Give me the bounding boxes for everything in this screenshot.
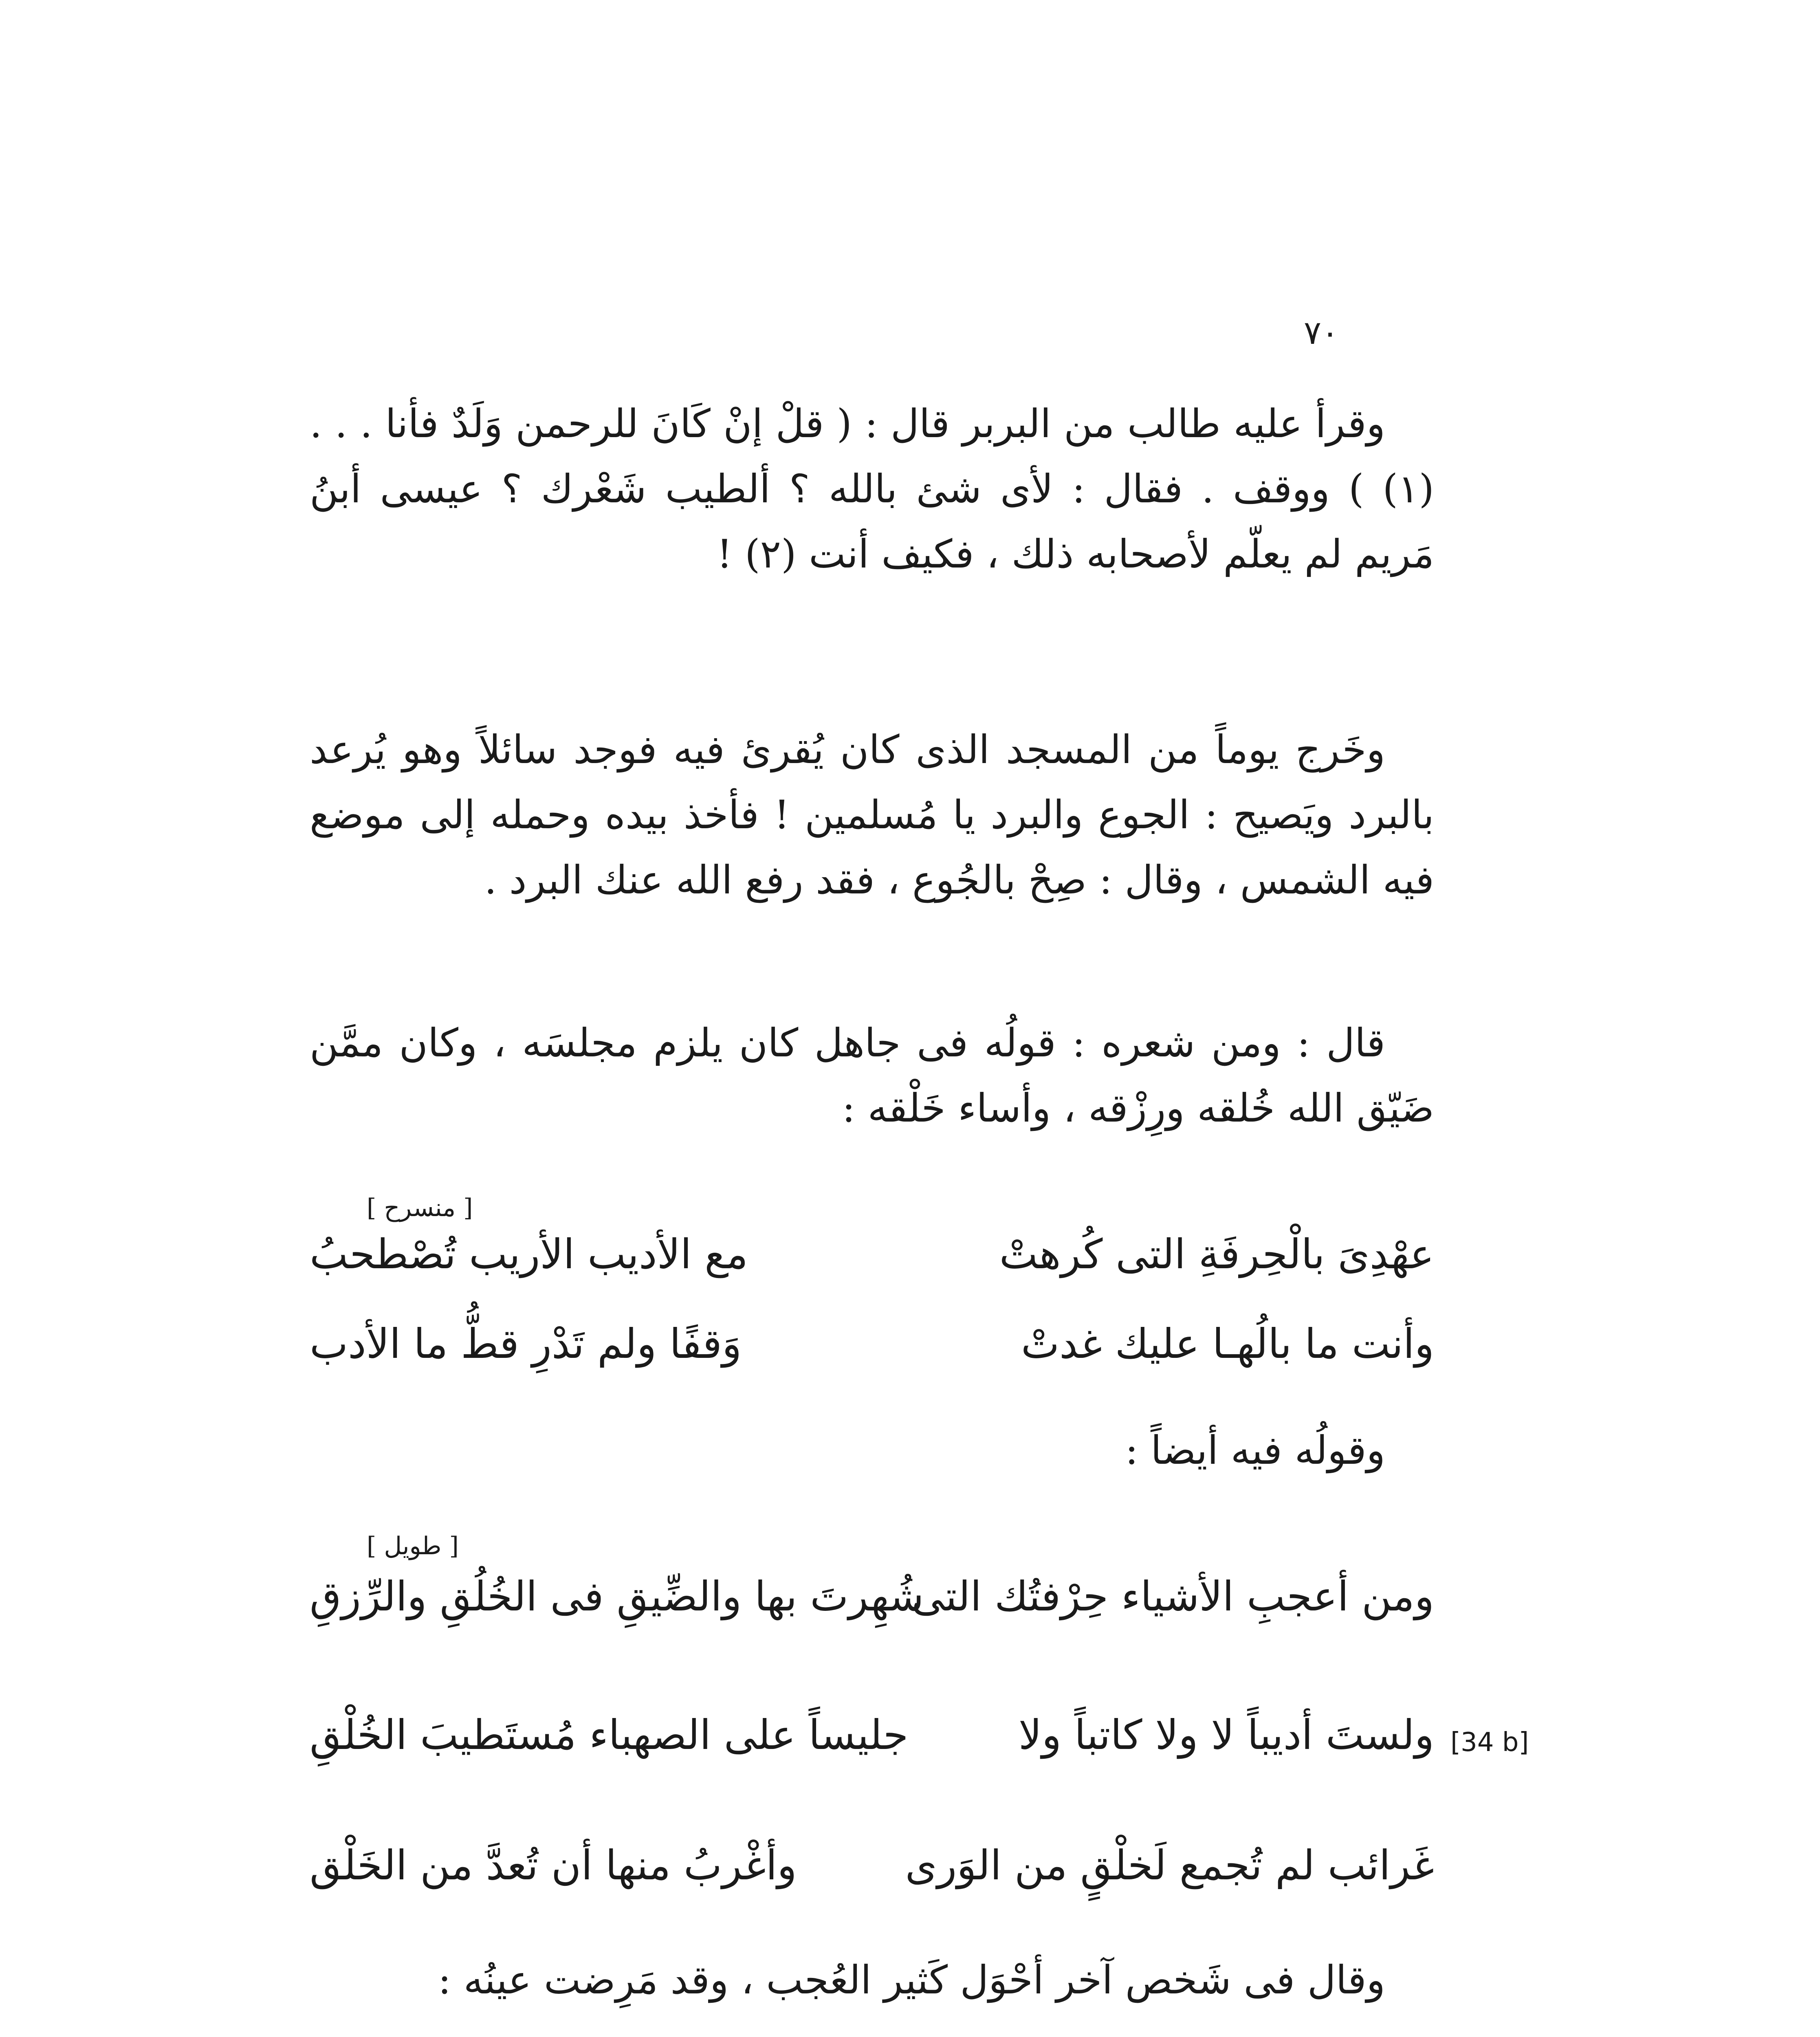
paragraph-beggar: وخَرج يوماً من المسجد الذى كان يُقرئ فيه فوجد سائلاً وهو يُرعد بالبرد ويَصيح : الجوع والبرد يا مُسلمين ! فأخذ بيده وحمله إلى موضع فيه الشمس ، وقال : صِحْ بالجُوع ، فقد رفع الله عنك البرد .	[310, 727, 1434, 903]
verse-first-hemistich: عهْدِىَ بالْحِرفَةِ التى كُرهتْ	[999, 1230, 1434, 1278]
verse-line	[310, 1711, 1434, 1768]
paragraph-poetry-intro: قال : ومن شعره : قولُه فى جاهل كان يلزم مجلسَه ، وكان ممَّن ضَيّق الله خُلقه ورِزْقه ، وأساء خَلْقه :	[310, 1020, 1434, 1131]
poem-meter-label: [ طويل ]	[367, 1532, 459, 1560]
verse-second-hemistich: مع الأديب الأريب تُصْطحبُ	[310, 1230, 748, 1278]
verse-first-hemistich: غَرائب لم تُجمع لَخلْقٍ من الوَرى	[905, 1841, 1434, 1889]
verse-line	[310, 1230, 1434, 1287]
verse-second-hemistich: جليساً على الصهباء مُستَطيبَ الخُلْقِ	[310, 1711, 909, 1759]
poem-meter-label: [ منسرح ]	[367, 1194, 473, 1222]
verse-first-hemistich: ولستَ أديباً لا ولا كاتباً ولا	[1018, 1711, 1434, 1759]
verse-first-hemistich: ومن أعجبِ الأشياء حِرْفتُك التى	[911, 1573, 1434, 1620]
verse-line	[310, 1573, 1434, 1630]
verse-second-hemistich: وأغْربُ منها أن تُعدَّ من الخَلْق	[310, 1841, 797, 1889]
page-number: ٧٠	[1304, 314, 1339, 352]
poem-intro: وقولُه فيه أيضاً :	[1125, 1428, 1385, 1473]
verse-line	[310, 1320, 1434, 1377]
paragraph-recitation: وقرأ عليه طالب من البربر قال : ( قلْ إنْ كَانَ للرحمن وَلَدٌ فأنا . . . (١) ) ووقف . فقال : لأى شئ بالله ؟ ألطيب شَعْرك ؟ عيسى أبنُ مَريم لم يعلّم لأصحابه ذلك ، فكيف أنت (٢) !	[310, 401, 1434, 577]
verse-first-hemistich: وأنت ما بالُهـا عليك غدتْ	[1021, 1320, 1434, 1368]
poem-intro: وقال فى شَخص آخر أحْوَل كَثير العُجب ، وقد مَرِضت عينُه :	[438, 1957, 1385, 2003]
manuscript-folio-note: [34 b]	[1450, 1727, 1529, 1758]
verse-line	[310, 1841, 1434, 1898]
verse-second-hemistich: شُهِرتَ بها والضِّيقِ فى الخُلُقِ والرِّزقِ	[310, 1573, 924, 1620]
verse-second-hemistich: وَقفًا ولم تَدْرِ قطُّ ما الأدب	[310, 1320, 742, 1368]
